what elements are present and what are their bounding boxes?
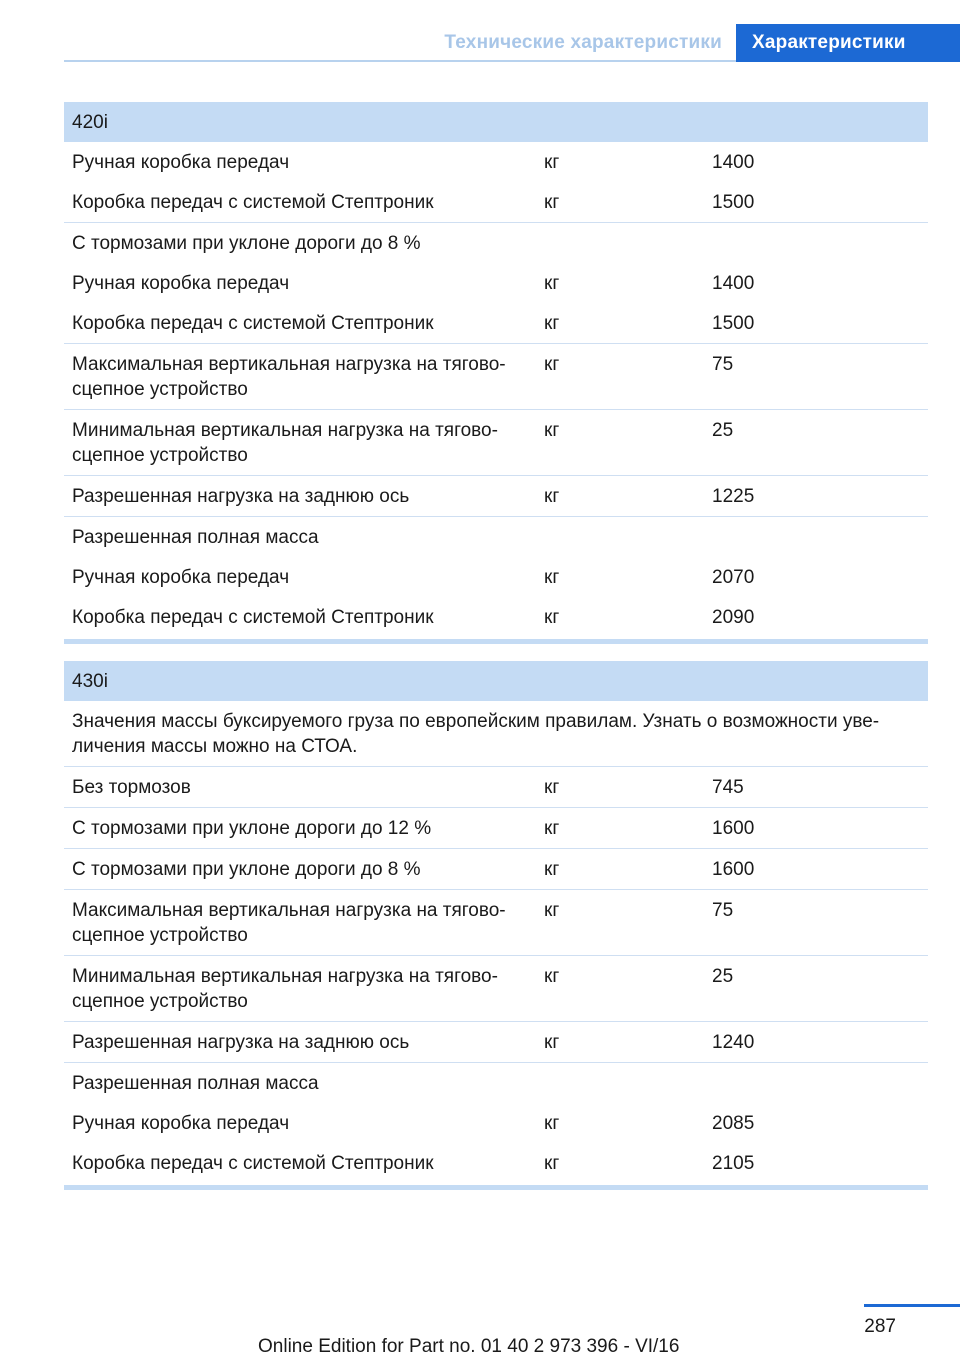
table-header — [64, 661, 928, 701]
table-row — [64, 476, 928, 517]
row-label: Без тормозов — [64, 767, 536, 808]
row-unit: кг — [544, 152, 560, 173]
row-unit: кг — [536, 344, 704, 410]
row-unit: кг — [536, 767, 704, 808]
table-row — [64, 849, 928, 890]
row-value: 1500 — [704, 182, 928, 223]
table-note: Значения массы буксируемого груза по европейским правилам. Узнать о возможности уве-личения массы можно на СТОА. — [64, 701, 928, 767]
row-value: 1600 — [704, 808, 928, 849]
model-title: 420i — [64, 102, 928, 142]
row-value: 1225 — [704, 476, 928, 517]
row-unit: кг — [544, 1113, 560, 1134]
row-value: 2070 — [712, 567, 755, 588]
row-unit: кг — [536, 1143, 704, 1188]
row-label: Ручная коробка передач — [72, 567, 290, 588]
row-label: Коробка передач с системой Стептроник — [64, 182, 536, 223]
table-header — [64, 102, 928, 142]
page-header — [0, 0, 960, 62]
row-unit: кг — [536, 410, 704, 476]
model-title: 430i — [64, 661, 928, 701]
row-label: Коробка передач с системой Стептроник — [64, 597, 536, 642]
row-value: 25 — [704, 410, 928, 476]
header-rule — [64, 60, 736, 62]
row-unit: кг — [536, 956, 704, 1022]
table-row — [64, 1143, 928, 1188]
row-label: Коробка передач с системой Стептроник — [64, 303, 536, 344]
table-row — [64, 956, 928, 1022]
row-unit: кг — [544, 567, 560, 588]
row-value: 1500 — [704, 303, 928, 344]
row-label: Ручная коробка передач — [72, 1113, 290, 1134]
row-value: 2105 — [704, 1143, 928, 1188]
table-row — [64, 410, 928, 476]
table-row — [64, 182, 928, 223]
row-value: 75 — [704, 344, 928, 410]
table-row — [64, 142, 928, 182]
row-unit — [536, 1063, 704, 1104]
page-number-rule — [864, 1304, 960, 1307]
chapter-tab — [736, 24, 960, 62]
row-value: 25 — [704, 956, 928, 1022]
row-label: Минимальная вертикальная нагрузка на тягово-сцепное устройство — [64, 410, 536, 476]
row-value — [704, 517, 928, 558]
row-label: Разрешенная нагрузка на заднюю ось — [64, 1022, 536, 1063]
row-value — [704, 223, 928, 264]
row-label: С тормозами при уклоне дороги до 12 % — [64, 808, 536, 849]
row-unit: кг — [544, 273, 560, 294]
row-unit: кг — [536, 182, 704, 223]
row-label: Ручная коробка передач — [72, 152, 290, 173]
row-label: Коробка передач с системой Стептроник — [64, 1143, 536, 1188]
row-value: 1400 — [712, 273, 755, 294]
row-unit: кг — [536, 476, 704, 517]
row-label: Разрешенная полная масса — [72, 527, 319, 548]
table-row — [64, 344, 928, 410]
row-value: 1240 — [704, 1022, 928, 1063]
table-row — [64, 557, 928, 597]
table-row — [64, 1103, 928, 1143]
table-row — [64, 517, 928, 558]
row-label: С тормозами при уклоне дороги до 8 % — [72, 233, 421, 254]
row-unit: кг — [536, 303, 704, 344]
table-row — [64, 303, 928, 344]
spec-table-420i — [64, 102, 928, 644]
page-number: 287 — [864, 1316, 896, 1337]
row-value: 2085 — [712, 1113, 755, 1134]
table-row — [64, 767, 928, 808]
row-unit: кг — [536, 808, 704, 849]
row-value: 75 — [704, 890, 928, 956]
row-label: Максимальная вертикальная нагрузка на тягово-сцепное устройство — [64, 890, 536, 956]
table-note-row — [64, 701, 928, 767]
row-value: 745 — [704, 767, 928, 808]
edition-note: Online Edition for Part no. 01 40 2 973 396 - VI/16 — [258, 1336, 680, 1357]
row-label: Разрешенная полная масса — [72, 1073, 319, 1094]
row-value: 1400 — [712, 152, 755, 173]
row-label: Разрешенная нагрузка на заднюю ось — [64, 476, 536, 517]
row-unit: кг — [536, 597, 704, 642]
table-row — [64, 223, 928, 264]
row-value: 2090 — [704, 597, 928, 642]
row-label: Максимальная вертикальная нагрузка на тягово-сцепное устройство — [64, 344, 536, 410]
row-unit — [536, 517, 704, 558]
table-row — [64, 1022, 928, 1063]
row-unit: кг — [536, 849, 704, 890]
table-row — [64, 597, 928, 642]
row-value — [704, 1063, 928, 1104]
row-label: Минимальная вертикальная нагрузка на тягово-сцепное устройство — [64, 956, 536, 1022]
row-label: Ручная коробка передач — [72, 273, 290, 294]
row-value: 1600 — [704, 849, 928, 890]
section-title: Технические характеристики — [444, 32, 722, 53]
table-row — [64, 1063, 928, 1104]
table-row — [64, 263, 928, 303]
table-row — [64, 890, 928, 956]
row-unit — [536, 223, 704, 264]
row-unit: кг — [536, 1022, 704, 1063]
spec-table-430i — [64, 661, 928, 1190]
row-label: С тормозами при уклоне дороги до 8 % — [64, 849, 536, 890]
table-row — [64, 808, 928, 849]
chapter-title: Характеристики — [752, 32, 906, 53]
row-unit: кг — [536, 890, 704, 956]
